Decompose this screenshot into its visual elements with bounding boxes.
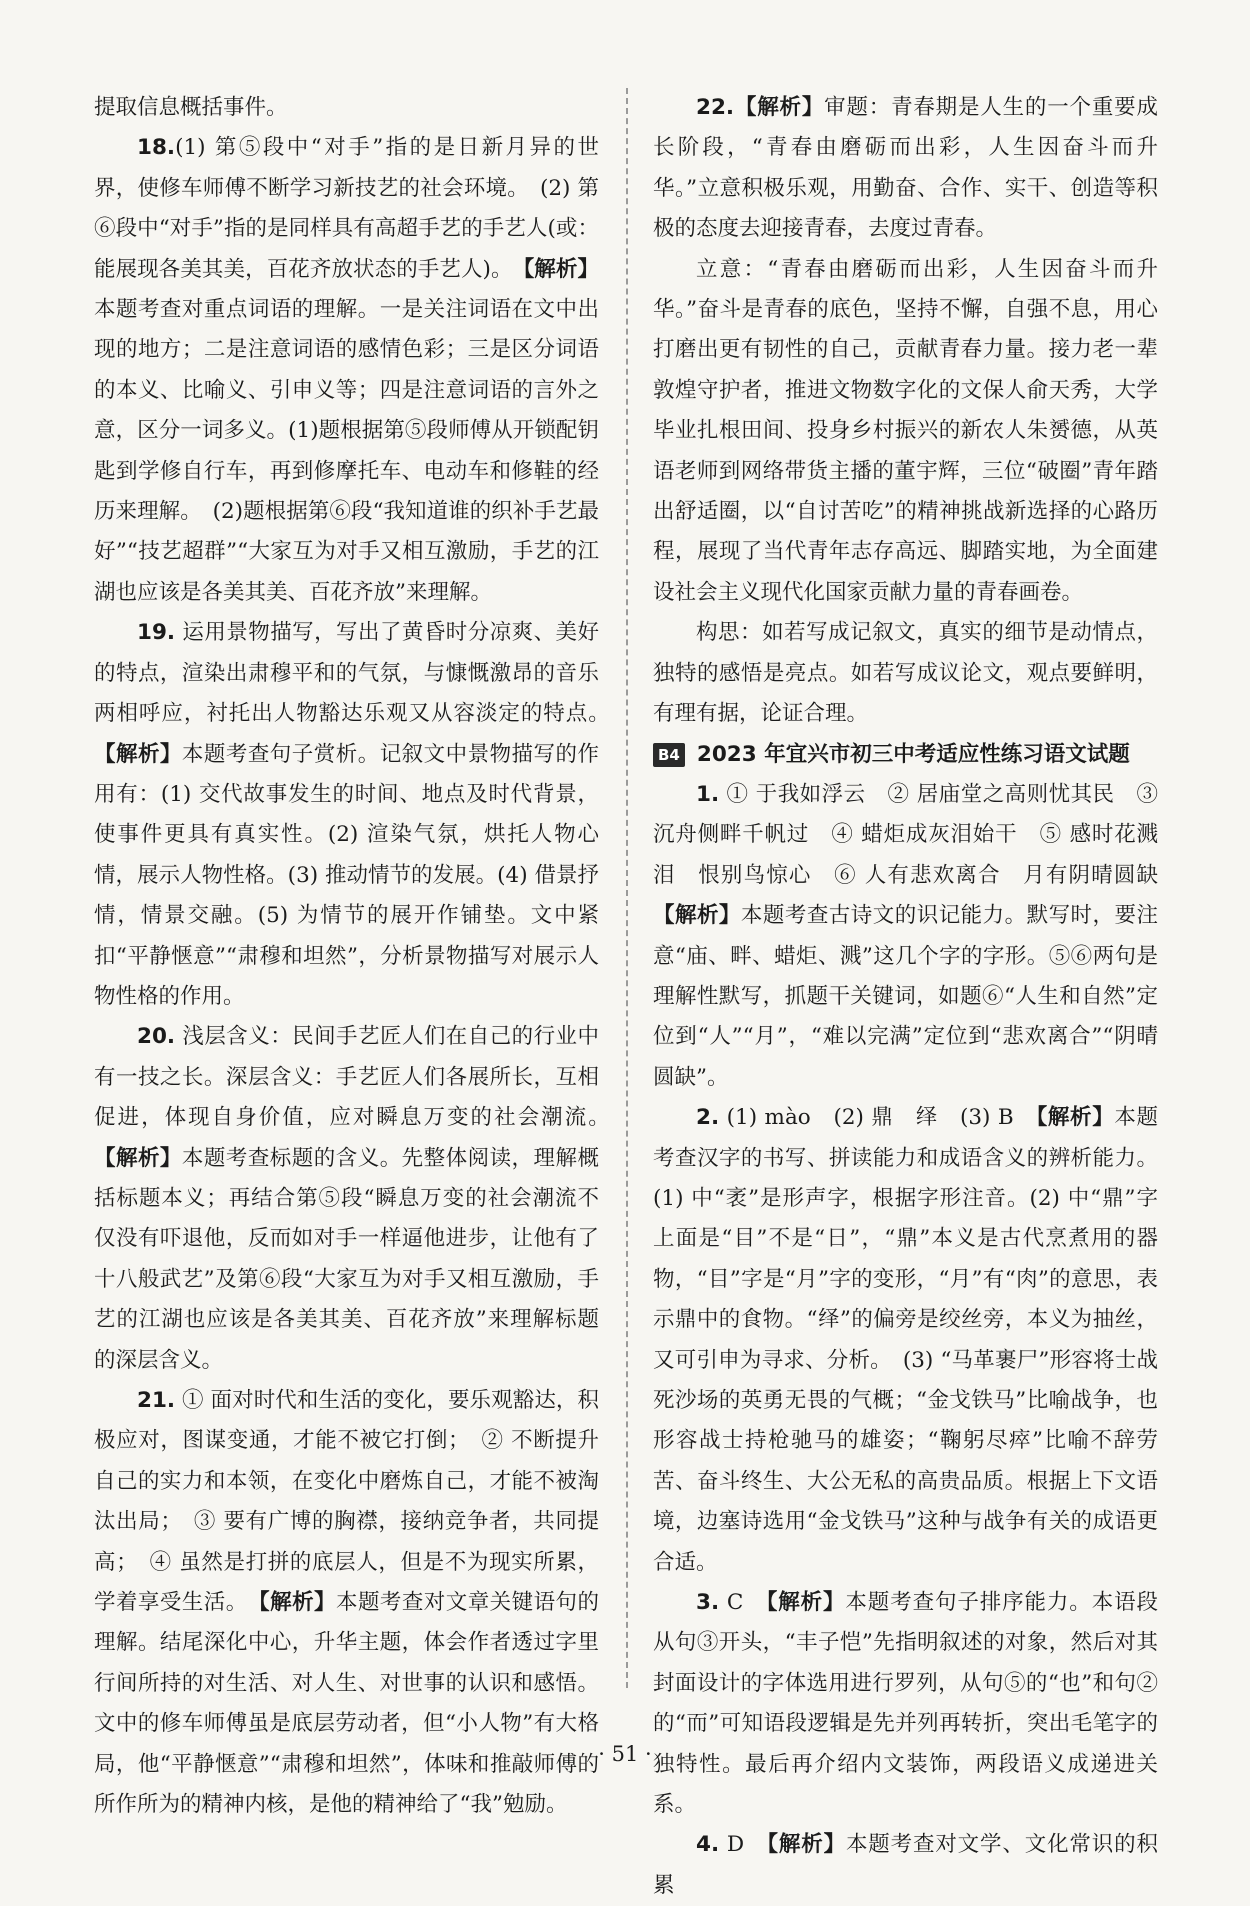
answer-text: D bbox=[726, 1832, 745, 1858]
question-number: 18. bbox=[137, 135, 176, 161]
question-number: 1. bbox=[696, 781, 720, 807]
question-number: 21. bbox=[137, 1388, 176, 1413]
analysis-text: 本题考查汉字的书写、拼读能力和成语含义的辨析能力。(1) 中“袤”是形声字，根据字形注音。(2) 中“鼎”字上面是“目”不是“日”，“鼎”本义是古代烹煮用的器物，“目”字是“月”字的变形，“月”有“肉”的意思，表示鼎中的食物。“绎”的偏旁是绞丝旁，本义为抽丝，又可引申为寻求、分析。 (3) “马革裹尸”形容将士战死沙场的英勇无畏的气概；“金戈铁马”比喻战争，也形容战士持枪驰马的雄姿；“鞠躬尽瘁”比喻不辞劳苦、奋斗终生、大公无私的高贵品质。根据上下文语境，边塞诗选用“金戈铁马”这种与战争有关的成语更合适。 bbox=[653, 1105, 1158, 1575]
answer-2 bbox=[653, 1098, 1158, 1583]
answer-20 bbox=[94, 1017, 599, 1381]
analysis-tag: 【解析】 bbox=[734, 95, 825, 120]
section-badge: B4 bbox=[653, 743, 685, 767]
page-number: · 51 · bbox=[598, 1742, 652, 1766]
left-column bbox=[94, 88, 599, 1825]
analysis-text: 本题考查对文章关键语句的理解。结尾深化中心，升华主题，体会作者透过字里行间所持的对生活、对人生、对世事的认识和感悟。文中的修车师傅虽是底层劳动者，但“小人物”有大格局，他“平静惬意”“肃穆和坦然”，体味和推敲师傅的所作所为的精神内核，是他的精神给了“我”勉励。 bbox=[94, 1590, 599, 1818]
analysis-text: 本题考查对文学、文化常识的积累 bbox=[653, 1832, 1158, 1898]
answer-text: ① 面对时代和生活的变化，要乐观豁达，积极应对，图谋变通，才能不被它打倒； ② 不断提升自己的实力和本领，在变化中磨炼自己，才能不被淘汰出局； ③ 要有广博的胸襟，接纳竞争者，共同提高； ④ 虽然是打拼的底层人，但是不为现实所累，学着享受生活。 bbox=[94, 1388, 599, 1616]
analysis-tag: 【解析】 bbox=[766, 1590, 846, 1616]
answer-text: 审题：青春期是人生的一个重要成长阶段，“青春由磨砺而出彩，人生因奋斗而升华。”立意积极乐观，用勤奋、合作、实干、创造等积极的态度去迎接青春，去度过青春。 bbox=[653, 95, 1158, 242]
analysis-text: 本题考查古诗文的识记能力。默写时，要注意“庙、畔、蜡炬、溅”这几个字的字形。⑤⑥两句是理解性默写，抓题干关键词，如题⑥“人生和自然”定位到“人”“月”，“难以完满”定位到“悲欢离合”“阴晴圆缺”。 bbox=[653, 903, 1158, 1090]
answer-text: (1) mào (2) 鼎 绎 (3) B bbox=[726, 1105, 1014, 1131]
answer-22 bbox=[653, 88, 1158, 250]
answer-text: 浅层含义：民间手艺匠人们在自己的行业中有一技之长。深层含义：手艺匠人们各展所长，互相促进，体现自身价值，应对瞬息万变的社会潮流。 bbox=[94, 1024, 599, 1131]
analysis-tag: 【解析】 bbox=[767, 1832, 846, 1858]
question-number: 20. bbox=[137, 1024, 176, 1050]
answer-4 bbox=[653, 1825, 1158, 1906]
question-number: 2. bbox=[696, 1105, 720, 1131]
analysis-tag: 【解析】 bbox=[523, 256, 599, 282]
answer-text: 构思：如若写成记叙文，真实的细节是动情点，独特的感悟是亮点。如若写成议论文，观点要鲜明，有理有据，论证合理。 bbox=[653, 620, 1158, 727]
answer-text: 运用景物描写，写出了黄昏时分凉爽、美好的特点，渲染出肃穆平和的气氛，与慷慨激昂的音乐两相呼应，衬托出人物豁达乐观又从容淡定的特点。 bbox=[94, 620, 599, 727]
analysis-tag: 【解析】 bbox=[258, 1590, 336, 1616]
question-number: 22. bbox=[696, 95, 735, 120]
answer-text: (1) 第⑤段中“对手”指的是日新月异的世界，使修车师傅不断学习新技艺的社会环境。 (2) 第⑥段中“对手”指的是同样具有高超手艺的手艺人(或：能展现各美其美，百花齐放状态的手艺人)。 bbox=[94, 135, 599, 282]
question-number: 4. bbox=[696, 1832, 720, 1858]
section-title: 2023 年宜兴市初三中考适应性练习语文试题 bbox=[696, 741, 1130, 767]
analysis-text: 本题考查对重点词语的理解。一是关注词语在文中出现的地方；二是注意词语的感情色彩；三是区分词语的本义、比喻义、引申义等；四是注意词语的言外之意，区分一词多义。(1)题根据第⑤段师傅从开锁配钥匙到学修自行车，再到修摩托车、电动车和修鞋的经历来理解。 (2)题根据第⑥段“我知道谁的织补手艺最好”“技艺超群”“大家互为对手又相互激励，手艺的江湖也应该是各美其美、百花齐放”来理解。 bbox=[94, 297, 599, 605]
question-number: 3. bbox=[696, 1590, 720, 1616]
analysis-tag: 【解析】 bbox=[1036, 1105, 1115, 1131]
right-column bbox=[653, 88, 1158, 1906]
analysis-text: 本题考查句子排序能力。本语段从句③开头，“丰子恺”先指明叙述的对象，然后对其封面设计的字体选用进行罗列，从句⑤的“也”和句②的“而”可知语段逻辑是先并列再转折，突出毛笔字的独特性。最后再介绍内文装饰，两段语义成递进关系。 bbox=[653, 1590, 1158, 1818]
analysis-tag: 【解析】 bbox=[653, 903, 741, 929]
answer-22-structure bbox=[653, 613, 1158, 734]
column-divider bbox=[626, 88, 628, 1688]
answer-text: C bbox=[726, 1590, 744, 1616]
analysis-text: 本题考查标题的含义。先整体阅读，理解概括标题本义；再结合第⑤段“瞬息万变的社会潮流不仅没有吓退他，反而如对手一样逼他进步，让他有了十八般武艺”及第⑥段“大家互为对手又相互激励，手艺的江湖也应该是各美其美、百花齐放”来理解标题的深层含义。 bbox=[94, 1145, 599, 1373]
answer-text: 立意：“青春由磨砺而出彩，人生因奋斗而升华。”奋斗是青春的底色，坚持不懈，自强不息，用心打磨出更有韧性的自己，贡献青春力量。接力老一辈敦煌守护者，推进文物数字化的文保人俞天秀，大学毕业扎根田间、投身乡村振兴的新农人朱赟德，从英语老师到网络带货主播的董宇辉，三位“破圈”青年踏出舒适圈，以“自讨苦吃”的精神挑战新选择的心路历程，展现了当代青年志存高远、脚踏实地，为全面建设社会主义现代化国家贡献力量的青春画卷。 bbox=[653, 256, 1158, 605]
analysis-tag: 【解析】 bbox=[94, 741, 182, 767]
answer-text: ① 于我如浮云 ② 居庙堂之高则忧其民 ③ 沉舟侧畔千帆过 ④ 蜡炬成灰泪始干 ⑤ 感时花溅泪 恨别鸟惊心 ⑥ 人有悲欢离合 月有阴晴圆缺 bbox=[653, 781, 1158, 888]
paragraph-intro bbox=[94, 88, 599, 128]
section-heading bbox=[653, 735, 1158, 775]
answer-1 bbox=[653, 775, 1158, 1098]
answer-3 bbox=[653, 1583, 1158, 1825]
answer-19 bbox=[94, 613, 599, 1017]
analysis-tag: 【解析】 bbox=[94, 1145, 182, 1171]
intro-text: 提取信息概括事件。 bbox=[94, 95, 288, 120]
question-number: 19. bbox=[137, 620, 176, 646]
answer-22-theme bbox=[653, 250, 1158, 614]
answer-18 bbox=[94, 128, 599, 613]
analysis-text: 本题考查句子赏析。记叙文中景物描写的作用有：(1) 交代故事发生的时间、地点及时代背景，使事件更具有真实性。(2) 渲染气氛，烘托人物心情，展示人物性格。(3) 推动情节的发展。(4) 借景抒情，情景交融。(5) 为情节的展开作铺垫。文中紧扣“平静惬意”“肃穆和坦然”，分析景物描写对展示人物性格的作用。 bbox=[94, 741, 599, 1009]
